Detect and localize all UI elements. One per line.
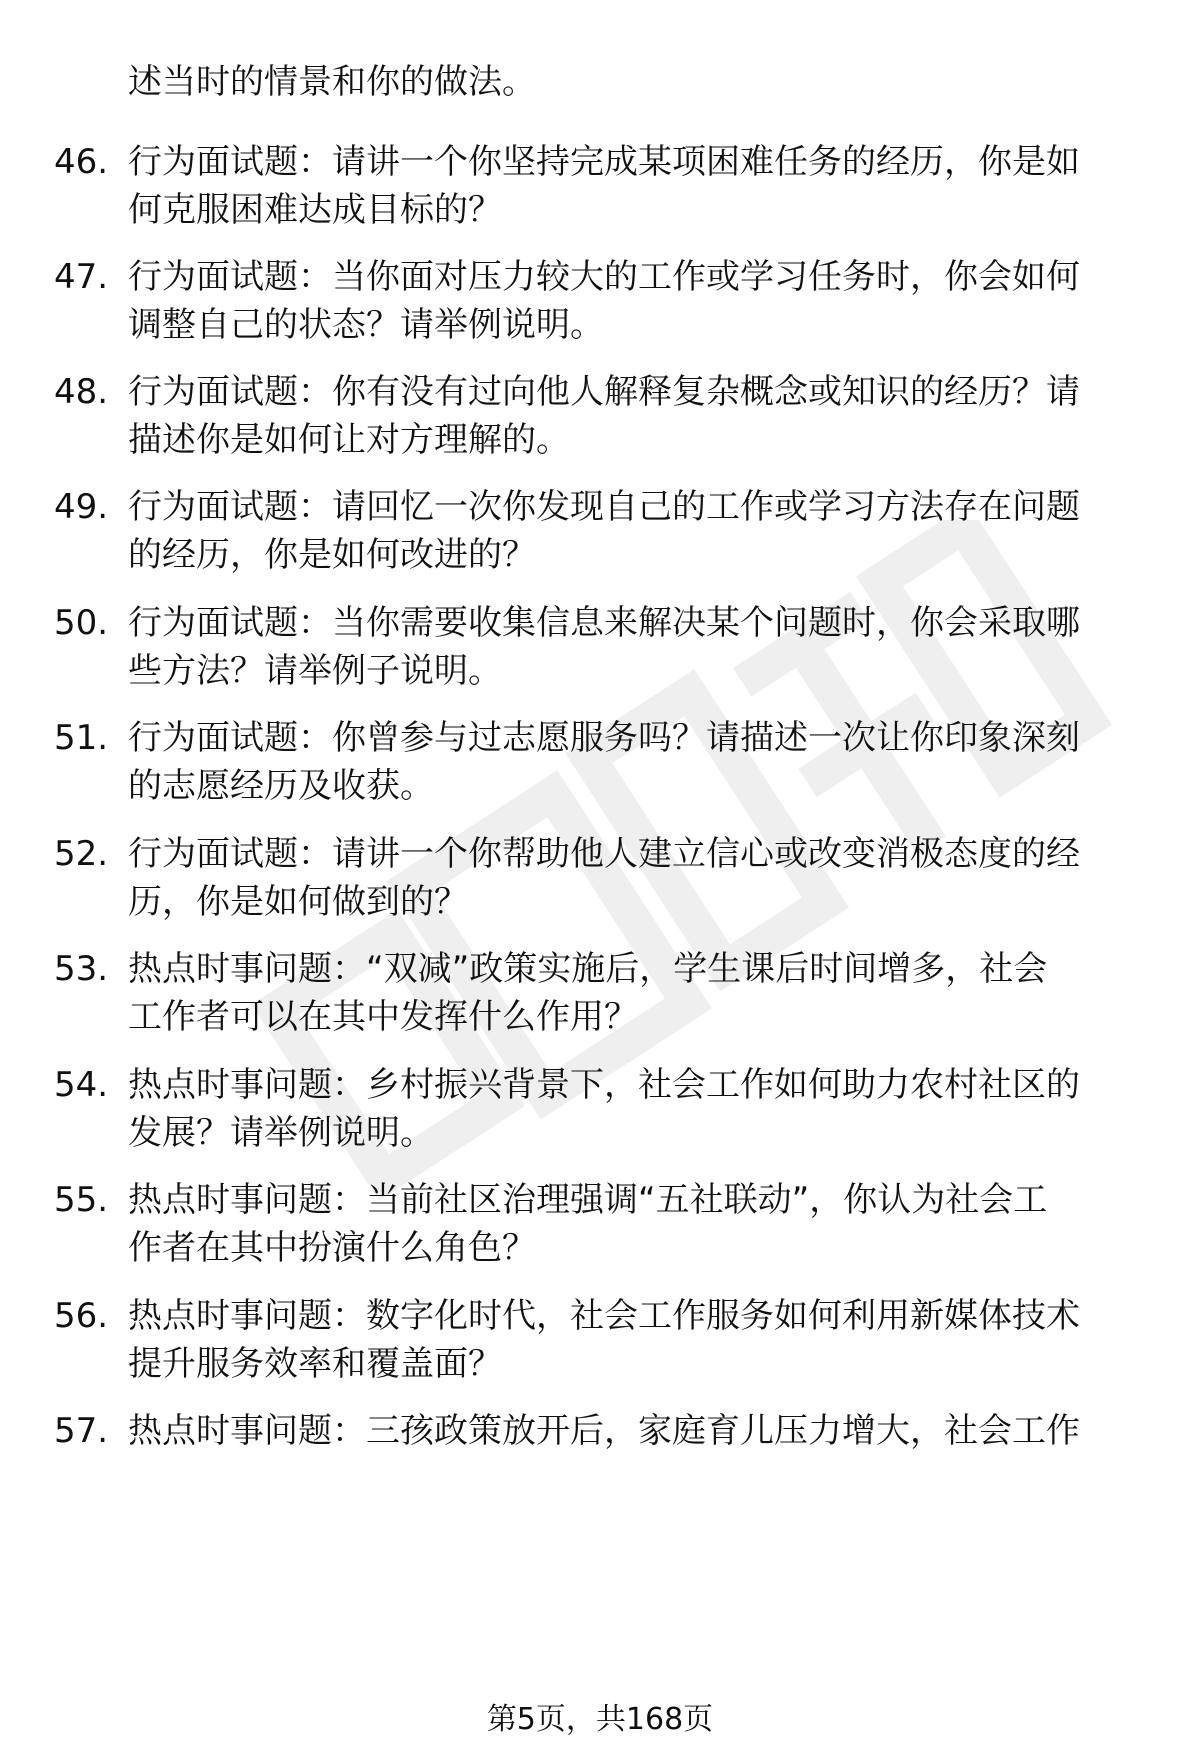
item-number: 57. [54, 1411, 109, 1451]
item-text-line: 行为面试题：你有没有过向他人解释复杂概念或知识的经历？请 [128, 372, 1080, 412]
item-text-line: 历，你是如何做到的？ [128, 882, 468, 922]
item-text-line: 工作者可以在其中发挥什么作用？ [128, 997, 638, 1037]
item-text-line: 热点时事问题：当前社区治理强调“五社联动”，你认为社会工 [128, 1180, 1048, 1220]
item-text-line: 热点时事问题：乡村振兴背景下，社会工作如何助力农村社区的 [128, 1065, 1080, 1105]
item-text-line: 作者在其中扮演什么角色？ [128, 1228, 536, 1268]
item-text-line: 行为面试题：当你需要收集信息来解决某个问题时，你会采取哪 [128, 603, 1080, 643]
list-item [0, 138, 1200, 238]
list-item [0, 1176, 1200, 1276]
item-text-line: 些方法？请举例子说明。 [128, 651, 502, 691]
list-item [0, 599, 1200, 699]
item-number: 55. [54, 1180, 109, 1220]
item-text-line: 热点时事问题：数字化时代，社会工作服务如何利用新媒体技术 [128, 1296, 1080, 1336]
previous-item-continuation: 述当时的情景和你的做法。 [128, 62, 536, 102]
item-text-line: 行为面试题：请讲一个你帮助他人建立信心或改变消极态度的经 [128, 834, 1080, 874]
list-item [0, 945, 1200, 1045]
item-text-line: 何克服困难达成目标的？ [128, 190, 502, 230]
item-text-line: 行为面试题：当你面对压力较大的工作或学习任务时，你会如何 [128, 257, 1080, 297]
item-number: 47. [54, 257, 109, 297]
list-item [0, 483, 1200, 583]
item-number: 56. [54, 1296, 109, 1336]
item-number: 48. [54, 372, 109, 412]
item-text-line: 发展？请举例说明。 [128, 1113, 434, 1153]
list-item [0, 1061, 1200, 1161]
item-number: 49. [54, 487, 109, 527]
item-text-line: 行为面试题：请回忆一次你发现自己的工作或学习方法存在问题 [128, 487, 1080, 527]
item-text-line: 热点时事问题：“双减”政策实施后，学生课后时间增多，社会 [128, 949, 1048, 989]
list-item [0, 368, 1200, 468]
item-text-line: 的经历，你是如何改进的？ [128, 535, 536, 575]
item-text-line: 的志愿经历及收获。 [128, 766, 434, 806]
item-text-line: 行为面试题：请讲一个你坚持完成某项困难任务的经历，你是如 [128, 142, 1080, 182]
item-number: 52. [54, 834, 109, 874]
item-number: 46. [54, 142, 109, 182]
item-number: 53. [54, 949, 109, 989]
item-text-line: 热点时事问题：三孩政策放开后，家庭育儿压力增大，社会工作 [128, 1411, 1080, 1451]
list-item [0, 1407, 1200, 1507]
item-text-line: 调整自己的状态？请举例说明。 [128, 305, 604, 345]
item-text-line: 描述你是如何让对方理解的。 [128, 420, 570, 460]
item-text-line: 行为面试题：你曾参与过志愿服务吗？请描述一次让你印象深刻 [128, 718, 1080, 758]
list-item [0, 830, 1200, 930]
item-text-line: 提升服务效率和覆盖面？ [128, 1344, 502, 1384]
page-footer-page-number: 第5页，共168页 [486, 1702, 714, 1737]
list-item [0, 714, 1200, 814]
item-number: 54. [54, 1065, 109, 1105]
item-number: 51. [54, 718, 109, 758]
item-number: 50. [54, 603, 109, 643]
list-item [0, 1292, 1200, 1392]
list-item [0, 253, 1200, 353]
